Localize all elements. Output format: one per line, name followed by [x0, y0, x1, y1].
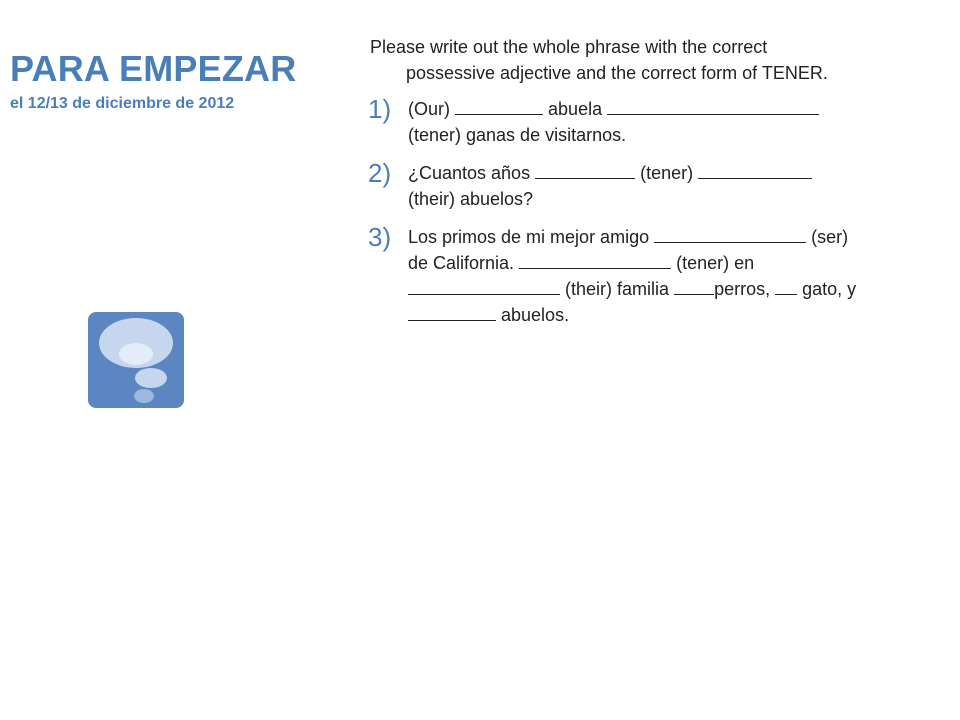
list-item: [370, 224, 860, 328]
answer-blank[interactable]: [607, 96, 819, 115]
item-text: (Our): [408, 99, 450, 119]
bubble-medium: [135, 368, 167, 388]
exercise-list: [370, 96, 860, 328]
page-date: el 12/13 de diciembre de 2012: [10, 95, 235, 112]
item-text: Los primos de mi mejor amigo: [408, 227, 650, 247]
item-text: abuela: [548, 99, 603, 119]
item-text: perros,: [714, 279, 771, 299]
answer-blank[interactable]: [519, 250, 671, 269]
item-text: (tener) en: [676, 253, 755, 273]
list-item: [370, 160, 860, 212]
answer-blank[interactable]: [775, 276, 797, 295]
answer-blank[interactable]: [654, 224, 806, 243]
thought-bubble-svg: [88, 312, 184, 408]
item-text: abuelos.: [501, 305, 570, 325]
item-number: 3): [368, 222, 392, 252]
item-text: (tener) ganas de visitarnos.: [408, 125, 627, 145]
item-text: (ser) de California.: [408, 227, 849, 273]
item-text: gato, y: [802, 279, 857, 299]
answer-blank[interactable]: [674, 276, 714, 295]
bubble-highlight: [119, 343, 153, 365]
item-text: (tener): [640, 163, 694, 183]
answer-blank[interactable]: [455, 96, 543, 115]
item-text: (their) familia: [565, 279, 670, 299]
item-text: ¿Cuantos años: [408, 163, 531, 183]
title-block: [10, 48, 330, 114]
item-text: (their) abuelos?: [408, 189, 534, 209]
list-item: [370, 96, 860, 148]
answer-blank[interactable]: [698, 160, 812, 179]
exercise-content: [370, 34, 860, 340]
item-number: 1): [368, 94, 392, 124]
answer-blank[interactable]: [408, 302, 496, 321]
bubble-small: [134, 389, 154, 403]
thought-bubble-icon: [88, 312, 184, 408]
answer-blank[interactable]: [408, 276, 560, 295]
page-title: PARA EMPEZAR: [10, 48, 297, 89]
item-number: 2): [368, 158, 392, 188]
answer-blank[interactable]: [535, 160, 635, 179]
instructions-text: Please write out the whole phrase with the correct possessive adjective and the correct form of TENER.: [370, 37, 828, 83]
